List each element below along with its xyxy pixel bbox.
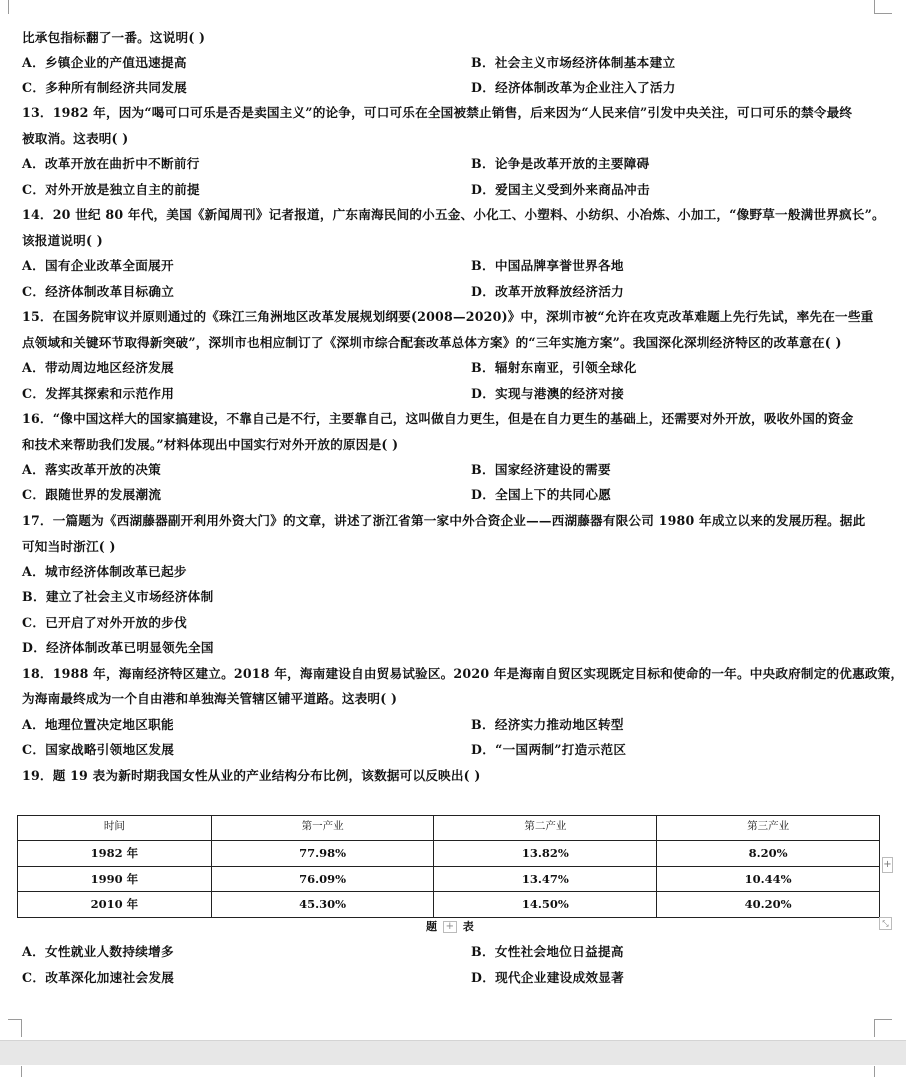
page-corner-mark [8, 0, 9, 14]
table-header-cell: 第三产业 [657, 816, 880, 841]
table-cell: 2010 年 [18, 892, 212, 918]
question-stem: 15．在国务院审议并原则通过的《珠江三角洲地区改革发展规划纲要(2008—2020)》中，深圳市被“允许在攻克改革难题上先行先试，率先在一些重 [22, 309, 874, 324]
page-corner-mark [21, 1066, 22, 1077]
option-a: A．女性就业人数持续增多 [22, 944, 174, 959]
page-corner-mark [874, 0, 888, 14]
option-a: A．地理位置决定地区职能 [22, 717, 174, 732]
table-header-cell: 第一产业 [211, 816, 434, 841]
table-cell: 8.20% [657, 841, 880, 867]
table-cell: 40.20% [657, 892, 880, 918]
option-b: B．国家经济建设的需要 [471, 462, 611, 477]
page-corner-mark [874, 1019, 892, 1020]
page-corner-mark [874, 1019, 875, 1037]
table-cell: 14.50% [434, 892, 657, 918]
question-stem: 13．1982 年，因为“喝可口可乐是否是卖国主义”的论争，可口可乐在全国被禁止销售，后来因为“人民来信”引发中央关注，可口可乐的禁令最终 [22, 105, 853, 120]
option-a: A．国有企业改革全面展开 [22, 258, 174, 273]
question-stem: 为海南最终成为一个自由港和单独海关管辖区铺平道路。这表明( ) [22, 691, 398, 706]
next-page-top [0, 1065, 906, 1077]
option-d: D．爱国主义受到外来商品冲击 [471, 182, 650, 197]
plus-icon[interactable]: + [882, 857, 893, 873]
resize-handle-icon[interactable]: ⤡ [879, 917, 892, 930]
table-cell: 1982 年 [18, 841, 212, 867]
question-stem: 19．题 19 表为新时期我国女性从业的产业结构分布比例，该数据可以反映出( ) [22, 768, 481, 783]
question-stem: 18．1988 年，海南经济特区建立。2018 年，海南建设自由贸易试验区。2020 年是海南自贸区实现既定目标和使命的一年。中央政府制定的优惠政策， [22, 666, 904, 681]
option-b: B．女性社会地位日益提高 [471, 944, 624, 959]
option-d: D．全国上下的共同心愿 [471, 487, 612, 502]
table-cell: 77.98% [211, 841, 434, 867]
option-d: D．“一国两制”打造示范区 [471, 742, 627, 757]
question-stem: 14．20 世纪 80 年代，美国《新闻周刊》记者报道，广东南海民间的小五金、小化工、小塑料、小纺织、小冶炼、小加工，“像野草一般满世界疯长”。 [22, 207, 885, 222]
question-stem: 17．一篇题为《西湖藤器副开利用外资大门》的文章，讲述了浙江省第一家中外合资企业——西湖藤器有限公司 1980 年成立以来的发展历程。据此 [22, 513, 866, 528]
option-c: C．已开启了对外开放的步伐 [22, 615, 188, 630]
option-d: D．经济体制改革为企业注入了活力 [471, 80, 676, 95]
option-c: C．发挥其探索和示范作用 [22, 386, 175, 401]
page-gap [0, 1040, 906, 1065]
page-corner-mark [8, 1019, 22, 1020]
option-c: C．对外开放是独立自主的前提 [22, 182, 200, 197]
option-b: B．经济实力推动地区转型 [471, 717, 624, 732]
option-c: C．改革深化加速社会发展 [22, 970, 175, 985]
option-d: D．实现与港澳的经济对接 [471, 386, 625, 401]
table-cell: 13.82% [434, 841, 657, 867]
option-c: C．经济体制改革目标确立 [22, 284, 175, 299]
option-b: B．社会主义市场经济体制基本建立 [471, 55, 676, 70]
option-d: D．经济体制改革已明显领先全国 [22, 640, 214, 655]
question-stem: 该报道说明( ) [22, 233, 103, 248]
plus-icon[interactable]: + [443, 921, 457, 933]
table-cell: 1990 年 [18, 866, 212, 892]
option-b: B．中国品牌享誉世界各地 [471, 258, 624, 273]
option-b: B．建立了社会主义市场经济体制 [22, 589, 214, 604]
table-cell: 10.44% [657, 866, 880, 892]
table-header-cell: 时间 [18, 816, 212, 841]
option-c: C．多种所有制经济共同发展 [22, 80, 188, 95]
option-b: B．辐射东南亚，引领全球化 [471, 360, 637, 375]
option-a: A．落实改革开放的决策 [22, 462, 162, 477]
option-a: A．带动周边地区经济发展 [22, 360, 174, 375]
table-cell: 45.30% [211, 892, 434, 918]
table-cell: 76.09% [211, 866, 434, 892]
table-row [18, 866, 880, 892]
question-stem: 16．“像中国这样大的国家搞建设，不靠自己是不行，主要靠自己，这叫做自力更生，但是在自力更生的基础上，还需要对外开放，吸收外国的资金 [22, 411, 854, 426]
option-c: C．跟随世界的发展潮流 [22, 487, 162, 502]
page-corner-mark [21, 1019, 22, 1037]
table-header-row [18, 816, 880, 841]
table-caption [426, 918, 474, 934]
question-stem: 可知当时浙江( ) [22, 539, 116, 554]
option-d: D．现代企业建设成效显著 [471, 970, 625, 985]
option-a: A．城市经济体制改革已起步 [22, 564, 187, 579]
option-a: A．乡镇企业的产值迅速提高 [22, 55, 187, 70]
table-row [18, 841, 880, 867]
data-table [17, 815, 880, 918]
question-stem: 比承包指标翻了一番。这说明( ) [22, 30, 206, 45]
question-stem: 和技术来帮助我们发展。”材料体现出中国实行对外开放的原因是( ) [22, 437, 399, 452]
table-row [18, 892, 880, 918]
table-cell: 13.47% [434, 866, 657, 892]
table-header-cell: 第二产业 [434, 816, 657, 841]
question-stem: 点领域和关键环节取得新突破”，深圳市也相应制订了《深圳市综合配套改革总体方案》的“三年实施方案”。我国深化深圳经济特区的改革意在( ) [22, 335, 842, 350]
page-corner-mark [874, 13, 892, 14]
page-corner-mark [874, 1066, 875, 1077]
option-b: B．论争是改革开放的主要障碍 [471, 156, 650, 171]
table-caption-right: 表 [462, 920, 474, 933]
option-d: D．改革开放释放经济活力 [471, 284, 625, 299]
option-a: A．改革开放在曲折中不断前行 [22, 156, 200, 171]
question-stem: 被取消。这表明( ) [22, 131, 129, 146]
option-c: C．国家战略引领地区发展 [22, 742, 175, 757]
table-caption-left: 题 [426, 920, 437, 933]
